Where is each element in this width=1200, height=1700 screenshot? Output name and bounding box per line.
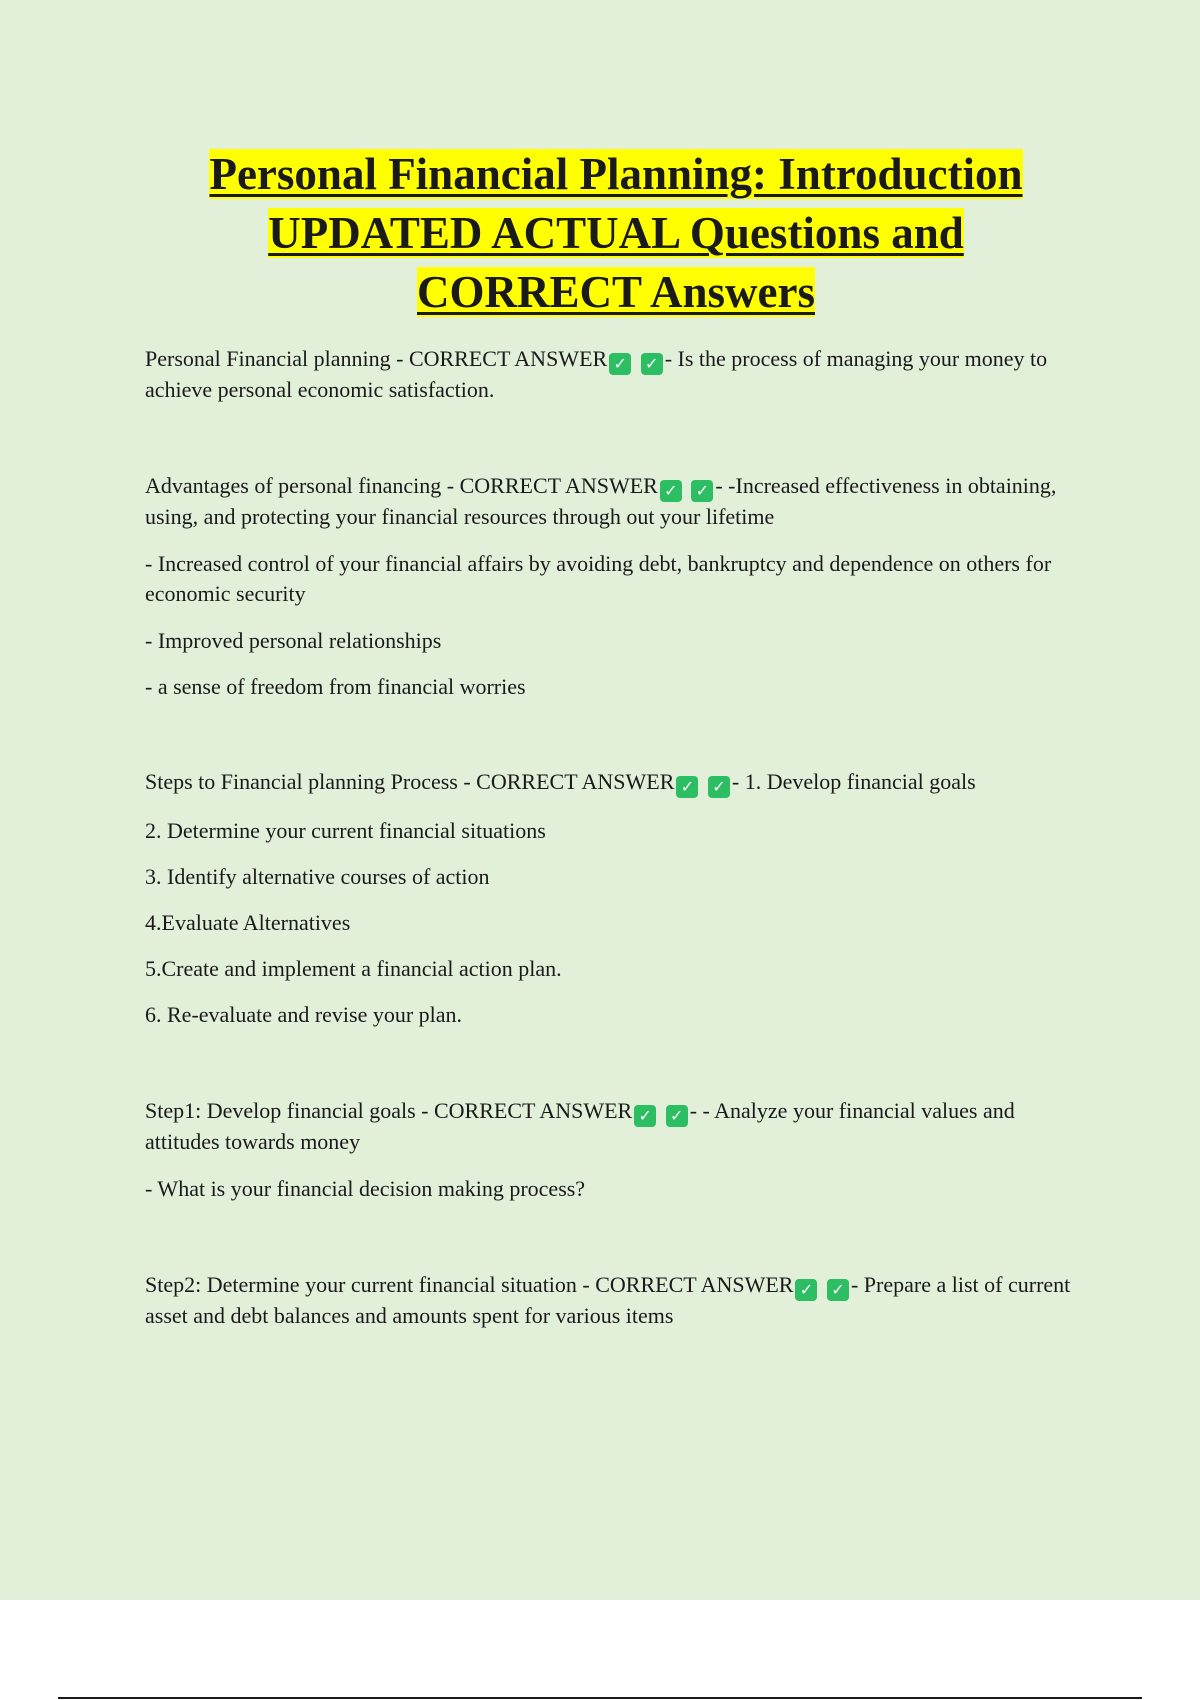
check-mark-icon: ✓ [609, 353, 631, 375]
entry-answer: - - Analyze your financial values and attitudes towards money [145, 1098, 1015, 1154]
detail-line: - Improved personal relationships [145, 628, 442, 653]
entry-term: Step2: Determine your current financial situation - CORRECT ANSWER [145, 1272, 794, 1297]
footer-divider [58, 1697, 1142, 1699]
detail-line: - Increased control of your financial affairs by avoiding debt, bankruptcy and dependence on others for economic security [145, 551, 1052, 606]
title-line-2: UPDATED ACTUAL Questions and [268, 208, 964, 258]
document-title [120, 145, 1112, 322]
detail-line: 6. Re-evaluate and revise your plan. [145, 1002, 463, 1027]
qa-entry-steps [145, 767, 1075, 798]
detail-line: 4.Evaluate Alternatives [145, 910, 351, 935]
detail-line: 3. Identify alternative courses of action [145, 864, 490, 889]
qa-entry-personal-financial-planning [145, 344, 1075, 405]
entry-answer: - Prepare a list of current asset and debt balances and amounts spent for various items [145, 1272, 1071, 1328]
detail-line: - What is your financial decision making process? [145, 1176, 586, 1201]
qa-entry-advantages [145, 471, 1075, 532]
entry-term: Steps to Financial planning Process - CORRECT ANSWER [145, 769, 675, 794]
detail-line: 2. Determine your current financial situations [145, 818, 546, 843]
check-mark-icon: ✓ [666, 1105, 688, 1127]
check-mark-icon: ✓ [795, 1279, 817, 1301]
qa-entry-step2 [145, 1270, 1075, 1331]
title-line-1: Personal Financial Planning: Introduction [209, 149, 1023, 199]
title-line-3: CORRECT Answers [417, 267, 815, 317]
check-mark-icon: ✓ [660, 480, 682, 502]
check-mark-icon: ✓ [634, 1105, 656, 1127]
check-mark-icon: ✓ [676, 776, 698, 798]
check-mark-icon: ✓ [691, 480, 713, 502]
check-mark-icon: ✓ [827, 1279, 849, 1301]
entry-answer: - -Increased effectiveness in obtaining, using, and protecting your financial resources through out your lifetime [145, 473, 1057, 529]
detail-line: - a sense of freedom from financial worries [145, 674, 526, 699]
qa-content [145, 344, 1075, 1331]
entry-term: Advantages of personal financing - CORRECT ANSWER [145, 473, 658, 498]
entry-term: Personal Financial planning - CORRECT ANSWER [145, 346, 608, 371]
detail-line: 5.Create and implement a financial action plan. [145, 956, 562, 981]
entry-answer: - 1. Develop financial goals [731, 769, 976, 794]
check-mark-icon: ✓ [708, 776, 730, 798]
entry-term: Step1: Develop financial goals - CORRECT ANSWER [145, 1098, 633, 1123]
check-mark-icon: ✓ [641, 353, 663, 375]
qa-entry-step1 [145, 1096, 1075, 1157]
entry-answer: - Is the process of managing your money to achieve personal economic satisfaction. [145, 346, 1048, 402]
